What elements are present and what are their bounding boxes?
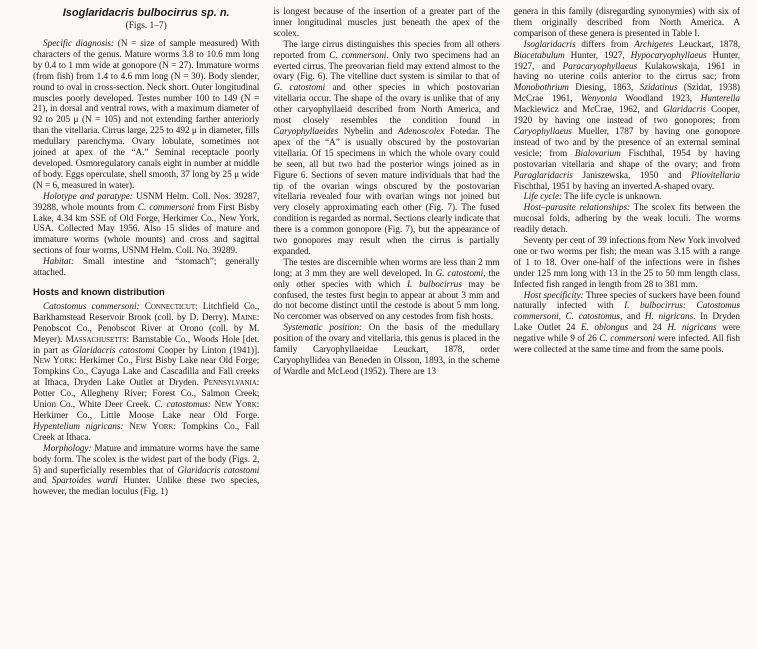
italic-text: H. nigricans <box>644 312 694 323</box>
paragraph <box>33 444 259 499</box>
italic-text: C. commersoni <box>137 202 195 213</box>
body-text: Leuckart, 1878, <box>673 39 740 50</box>
body-text: Fischthal, 1954 by having postovarian vitellaria and shape of the ovary; and from <box>513 148 740 170</box>
body-text: Mature and immature worms have the same body form. The scolex is the widest part of the body (Figs. 2, 5) and superficially resembles that of <box>33 443 260 476</box>
body-text: Hunter, 1927, and <box>513 50 740 72</box>
italic-text: Catostomus commersoni: <box>43 301 140 312</box>
paragraph <box>273 40 499 258</box>
italic-text: Host–parasite relationships: <box>523 203 631 214</box>
italic-text: Bialovarium <box>574 148 621 159</box>
paragraph <box>33 39 259 192</box>
body-text: . In Dryden Lake Outlet 24 <box>513 312 740 334</box>
body-text: The scolex fits between the mucosal folds, adhering by the weak loculi. The worms readily detach. <box>513 203 740 236</box>
body-text: Three species of suckers have been found naturally infected with <box>513 290 740 312</box>
paragraph <box>514 291 740 356</box>
italic-text: I. bulbocirrus <box>407 279 462 290</box>
column-1 <box>33 7 259 645</box>
body-text: Herkimer Co., First Bisby Lake near Old Forge; Tompkins Co., Cayuga Lake and Cascadilla and Fall creeks at Ithaca, Dryden Lake Outlet at Dryden. <box>33 356 260 389</box>
body-text: Nybelin and <box>338 126 398 137</box>
paragraph <box>273 7 499 40</box>
italic-text: Glaridacris <box>663 105 706 116</box>
body-text: Small intestine and “stomach”; generally attached. <box>33 257 260 279</box>
body-text: The life cycle is unknown. <box>562 192 662 203</box>
body-text: On the basis of the medullary position of the ovary and vitellaria, this genus is placed in the family Caryophyllaeidae Leuckart, 1878, order Caryophyllidea van Beneden in Olsson, 1893, in the scheme of Wardle and McLeod (1952). There are 13 <box>273 323 500 377</box>
italic-text: Systematic position: <box>283 323 362 334</box>
italic-text: Monobothrium <box>513 83 569 94</box>
smallcaps-text: Massachusetts: <box>65 334 130 345</box>
italic-text: Paraglaridacris <box>513 170 573 181</box>
italic-text: Wenyonia <box>581 94 617 105</box>
paragraph <box>514 236 740 291</box>
italic-text: Isoglaridacris <box>523 39 576 50</box>
section-heading: Hosts and known distribution <box>33 285 165 297</box>
italic-text: Hunterella <box>700 94 740 105</box>
column-3 <box>514 7 740 645</box>
paragraph <box>33 302 259 444</box>
italic-text: Habitat: <box>43 257 75 268</box>
italic-text: C. catostomus: <box>154 400 211 411</box>
body-text: The testes are discernible when worms are less than 2 mm long; at 3 mm they are well developed. In <box>273 257 500 279</box>
body-text: were negative while 9 of 26 <box>513 323 740 345</box>
italic-text: Archigetes <box>634 39 674 50</box>
body-text: is longest because of the insertion of a greater part of the inner longitudinal muscles just beneath the apex of the scolex. <box>273 7 500 39</box>
body-text: genera in this family (disregarding synonymies) with six of them originally described from North America. A comparison of these genera is presented in Table I. <box>513 7 740 39</box>
body-text: . Only two specimens had an everted cirrus. The preovarian field may extend almost to the ovary (Fig. 6). The vitelline duct system is similar to that of <box>273 50 500 83</box>
italic-text: Host specificity: <box>523 290 584 301</box>
italic-text: Morphology: <box>43 443 92 454</box>
body-text: Cooper by Linton (1941)]. <box>154 345 260 356</box>
body-text: and 24 <box>628 323 668 334</box>
italic-text: H. nigricans <box>667 323 717 334</box>
italic-text: Caryophyllaeus <box>513 126 572 137</box>
italic-text: C. commersoni <box>329 50 387 61</box>
italic-text: Biacetabulum <box>513 50 565 61</box>
body-text: Kulakowskaja, 1961 in having no uterine coils anterior to the cirrus sac; from <box>513 61 740 83</box>
smallcaps-text: Maine: <box>232 312 260 323</box>
body-text: , the only other species with which <box>273 268 500 290</box>
body-text: were infected. All fish were collected at the same time and from the same pools. <box>513 334 740 356</box>
body-text: Mackiewicz and McCrae, 1962, and <box>513 105 664 116</box>
body-text: Cooper, 1920 by having one instead of two gonopores; from <box>513 105 740 127</box>
body-text: and <box>33 476 52 487</box>
paragraph <box>33 257 259 279</box>
italic-text: C. commersoni <box>599 334 656 345</box>
body-text: Hunter, 1927, <box>564 50 631 61</box>
italic-text: Hypentelium nigricans: <box>33 421 124 432</box>
body-text: from First Bisby Lake, 4.34 km SSE of Old Forge, Herkimer Co., New York, USA. Collected May 1956. Also 15 slides of mature and immature worms (whole mounts) and cross and sagittal sections of four worms, USNM Helm. Coll. No. 39289. <box>33 202 260 257</box>
body-text: Hunter. Unlike these two species, however, the median loculus (Fig. 1) <box>33 476 260 498</box>
italic-text: Glaridacris catostomi <box>72 345 155 356</box>
body-text: (N = size of sample measured) With characters of the genus. Mature worms 3.8 to 10.6 mm long by 0.4 to 1 mm wide at gonopore (N = 27). Immature worms (from fish) from 1.4 to 4.6 mm long (N = 30). Body slender, round to oval in cross-section. Neck short. Outer longitudinal muscles poorly developed. Testes number 100 to 149 (N = 21), in dorsal and ventral rows, with a maximum diameter of 92 to 205 μ (N = 105) and not extending farther anteriorly than the vitellaria. Cirrus large, 225 to 492 μ in diameter, fills medullary parenchyma. Ovary lobulate, sometimes not joined at apex of the “A.” Seminal receptacle poorly developed. Osmoregulatory canals eight in number at middle of body. Eggs operculate, shell smooth, 37 long by 25 μ wide (N = 6, measured in water). <box>33 39 260 191</box>
body-text: Diesing, 1863, <box>568 83 640 94</box>
paragraph <box>514 192 740 203</box>
body-text: Potter Co., Allegheny River; Forest Co., Salmon Creek; Union Co., White Deer Creek. <box>33 389 260 411</box>
italic-text: Specific diagnosis: <box>43 39 115 49</box>
body-text: Mueller, 1787 by having one gonopore instead of two and by the presence of an external seminal vesicle; from <box>513 126 740 159</box>
body-text: Penobscot Co., Penobscot River at Orono (coll. by M. Meyer). <box>33 323 260 345</box>
body-text: Janiszewska, 1950 and <box>572 170 692 181</box>
body-text: Tompkins Co., Fall Creek at Ithaca. <box>33 421 260 443</box>
italic-text: G. catostomi <box>435 268 484 279</box>
italic-text: I. bulbocirrus: Catostomus commersoni, C. catostomus, <box>513 301 740 323</box>
paragraph <box>514 7 740 40</box>
italic-text: Pliovitellaria <box>691 170 740 181</box>
column-2 <box>273 7 499 645</box>
smallcaps-text: New York: <box>214 400 260 411</box>
italic-text: Spartoides wardi <box>51 476 118 487</box>
italic-text: Glaridacris catostomi <box>177 465 260 476</box>
italic-text: G. catostomi <box>273 83 326 94</box>
paragraph <box>273 323 499 378</box>
body-text: Herkimer Co., Little Moose Lake near Old Forge. <box>33 411 260 421</box>
paragraph <box>33 192 259 257</box>
figure-reference: (Figs. 1–7) <box>125 21 167 31</box>
italic-text: Adenoscolex <box>397 126 445 137</box>
paragraph <box>514 40 740 193</box>
smallcaps-text: New York: <box>33 356 77 367</box>
body-text: and <box>622 312 645 323</box>
body-text: (Szidat, 1938) McCrae 1961, <box>513 83 740 105</box>
body-text: and other species in which postovarian vitellaria occur. The shape of the ovary is unlike that of any other caryophyllaeid described from North America, and most closely resembles the condition found in <box>273 83 500 127</box>
smallcaps-text: Pennsylvania: <box>203 378 260 389</box>
body-text: USNM Helm. Coll. Nos. 39287, 39288, whole mounts from <box>33 191 260 213</box>
article-header <box>33 7 259 32</box>
paragraph <box>514 203 740 236</box>
body-text: Litchfield Co., Barkhamstead Reservoir Brook (coll. by D. Derry). <box>33 301 260 323</box>
smallcaps-text: New York: <box>129 421 176 432</box>
body-text: Fotedar. The apex of the “A” is usually obscured by the postovarian vitellaria. Of 15 specimens in which the whole ovary could be seen, all but two had the posterior wings joined as in Figure 6. Sections of seven mature individuals that had the tip of the ovarian wings obscured by the postovarian vitellaria revealed four with ovarian wings not joined but very closely approximating each other (Fig. 7). The fused condition is regarded as normal. Sections clearly indicate that there is a common gonopore (Fig. 7), but the appearance of two gonopores may result when the cirrus is partially expanded. <box>273 126 500 257</box>
italic-text: Holotype and paratype: <box>43 191 133 202</box>
italic-text: Szidatinus <box>639 83 678 94</box>
article-title: Isoglaridacris bulbocirrus sp. n. <box>62 7 230 19</box>
italic-text: Life cycle: <box>523 192 563 203</box>
italic-text: Hypocaryophyllaeus <box>630 50 707 61</box>
italic-text: E. oblongus <box>580 323 629 334</box>
smallcaps-text: Connecticut: <box>144 301 198 312</box>
body-text: differs from <box>575 39 635 50</box>
paragraph <box>273 258 499 323</box>
italic-text: Caryophyllaeides <box>273 126 339 137</box>
body-text: may be confused, the testes first begin to appear at about 3 mm and do not become distinct until the cestode is about 5 mm long. No cercomer was observed on any cestodes from fish hosts. <box>273 279 500 323</box>
body-text: Fischthal, 1951 by having an inverted A-shaped ovary. <box>513 181 715 192</box>
body-text: Seventy per cent of 39 infections from New York involved one or two worms per fish; the mean was 3.15 with a range of 1 to 18. Over one-half of the infections were in fishes under 125 mm long with 13 in the 25 to 50 mm length class. Infected fish ranged in length from 28 to 381 mm. <box>513 236 740 290</box>
body-text: The large cirrus distinguishes this species from all others reported from <box>273 39 500 61</box>
italic-text: Paracaryophyllaeus <box>562 61 638 72</box>
body-text: Woodland 1923, <box>616 94 701 105</box>
body-text: Barnstable Co., Woods Hole [det. in part as <box>33 334 260 356</box>
